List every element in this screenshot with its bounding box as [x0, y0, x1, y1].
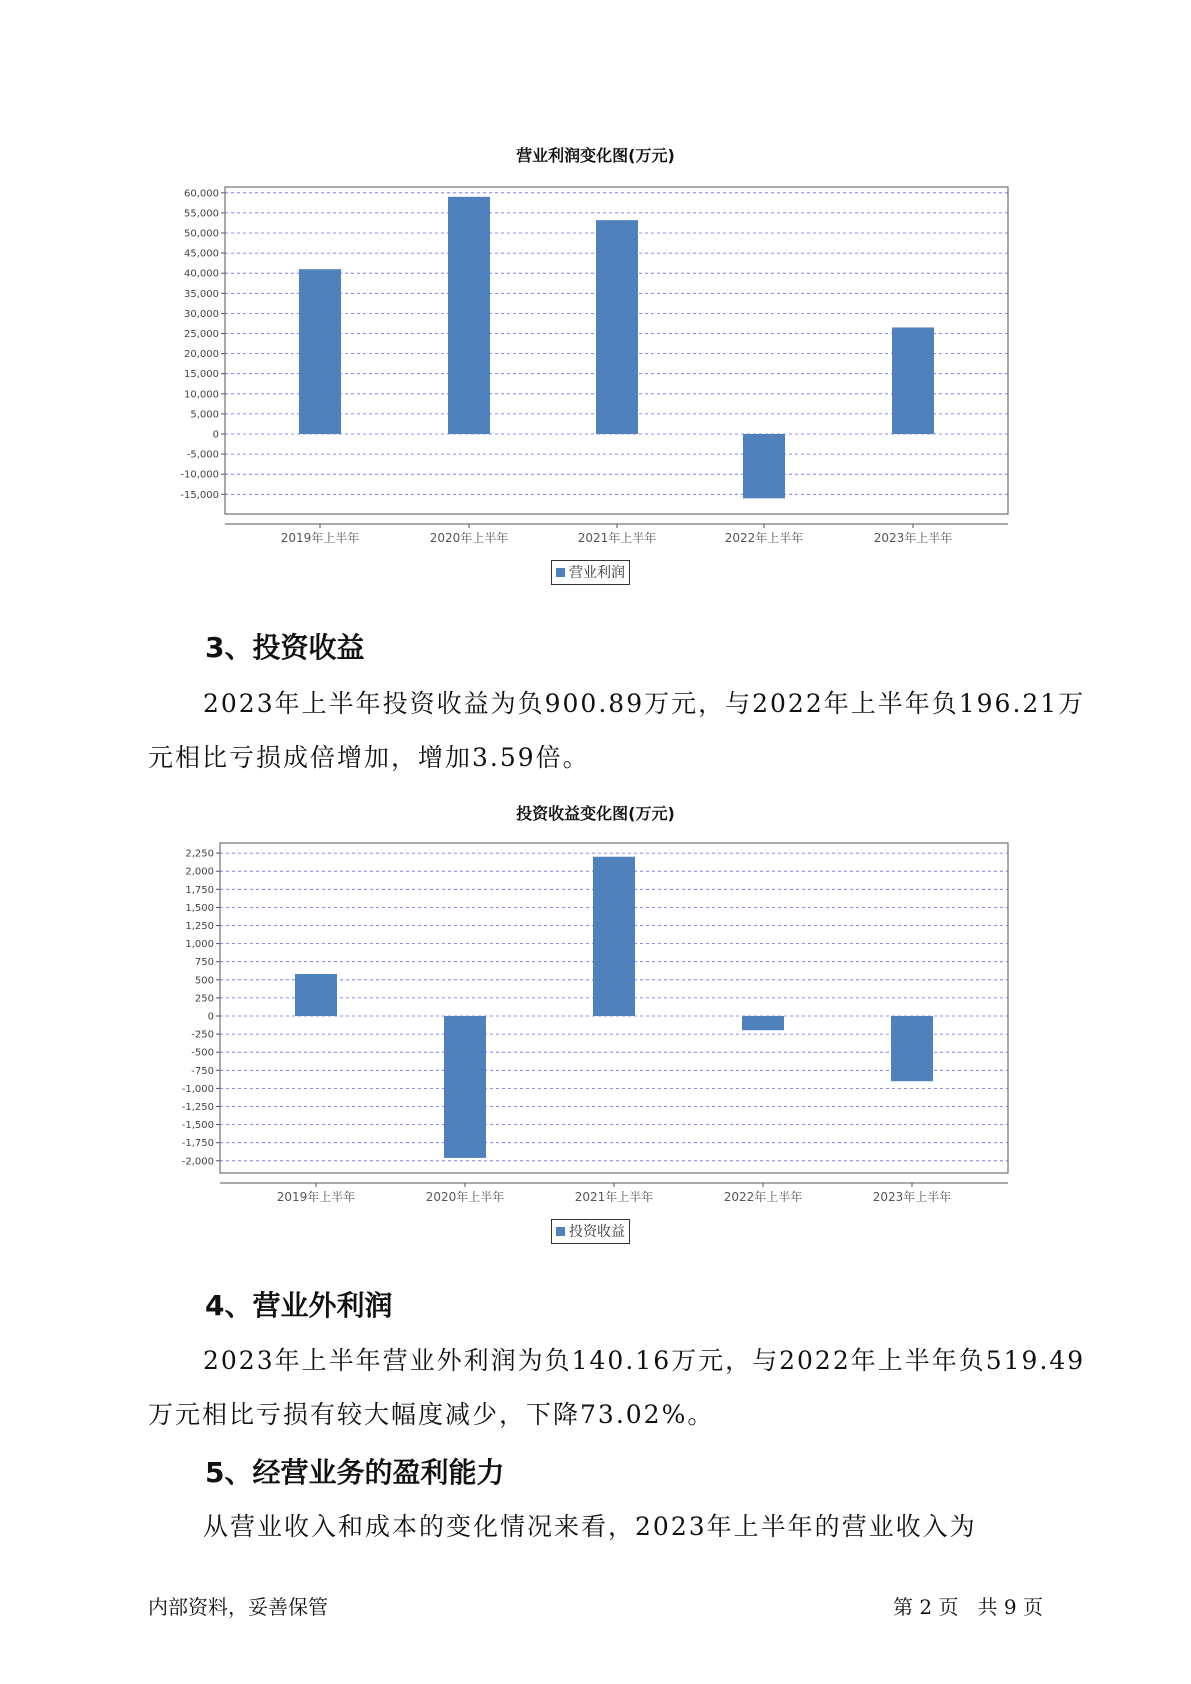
y-tick-label: 1,250 [185, 921, 214, 932]
y-tick-label: 30,000 [184, 308, 219, 320]
y-tick-label: 15,000 [184, 369, 219, 381]
legend-label: 营业利润 [569, 565, 625, 581]
y-tick-label: -750 [191, 1065, 214, 1077]
x-tick-label: 2020年上半年 [425, 1190, 505, 1204]
bar [295, 974, 337, 1016]
y-tick-label: 40,000 [184, 268, 219, 280]
x-tick-label: 2021年上半年 [574, 1190, 654, 1204]
y-tick-label: 60,000 [184, 188, 219, 200]
y-tick-label: 50,000 [184, 228, 219, 240]
legend-swatch [556, 1227, 565, 1236]
x-tick-label: 2019年上半年 [276, 1190, 356, 1204]
x-tick-label: 2023年上半年 [872, 1190, 952, 1204]
y-tick-label: -10,000 [180, 469, 219, 481]
chart-title: 投资收益变化图(万元) [516, 804, 675, 823]
y-tick-label: 750 [194, 957, 214, 969]
paragraph [148, 1334, 1086, 1442]
y-tick-label: 10,000 [184, 389, 219, 401]
x-tick-label: 2022年上半年 [723, 1190, 803, 1204]
paragraph-line: 元相比亏损成倍增加，增加3.59倍。 [148, 743, 590, 772]
bar [742, 1016, 784, 1030]
paragraph-line: 2023年上半年营业外利润为负140.16万元，与2022年上半年负519.49 [203, 1346, 1086, 1375]
y-tick-label: -250 [191, 1029, 214, 1041]
y-tick-label: -1,750 [181, 1138, 214, 1150]
x-tick-label: 2020年上半年 [429, 531, 509, 545]
bar [593, 857, 635, 1016]
x-tick-label: 2021年上半年 [577, 531, 657, 545]
legend-label: 投资收益 [569, 1224, 625, 1240]
chart-title: 营业利润变化图(万元) [516, 146, 675, 165]
y-tick-label: 25,000 [184, 329, 219, 340]
paragraph [148, 1500, 1048, 1554]
chart-legend [551, 1219, 630, 1244]
y-tick-label: 5,000 [190, 409, 219, 421]
y-tick-label: 2,250 [185, 848, 214, 860]
page-number: 第 2 页 共 9 页 [893, 1595, 1043, 1619]
y-tick-label: -1,000 [181, 1083, 214, 1095]
x-tick-label: 2023年上半年 [873, 531, 953, 545]
section-heading: 3、投资收益 [205, 631, 365, 664]
y-tick-label: 20,000 [184, 349, 219, 361]
y-tick-label: 1,500 [185, 902, 214, 914]
y-tick-label: 500 [194, 975, 214, 987]
y-tick-label: -500 [191, 1047, 214, 1059]
y-tick-label: -1,250 [181, 1102, 214, 1113]
y-tick-label: -5,000 [186, 449, 219, 461]
bar [444, 1016, 486, 1158]
y-tick-label: 1,000 [185, 939, 214, 951]
section-heading: 5、经营业务的盈利能力 [205, 1456, 505, 1489]
y-tick-label: 2,000 [185, 866, 214, 878]
y-tick-label: 0 [212, 429, 219, 441]
paragraph-line: 从营业收入和成本的变化情况来看，2023年上半年的营业收入为 [203, 1512, 977, 1541]
y-tick-label: 0 [207, 1011, 214, 1023]
paragraph-line: 万元相比亏损有较大幅度减少，下降73.02%。 [148, 1400, 715, 1429]
paragraph-line: 2023年上半年投资收益为负900.89万元，与2022年上半年负196.21万 [203, 689, 1086, 718]
bar [891, 1016, 933, 1081]
y-tick-label: 45,000 [184, 248, 219, 260]
x-tick-label: 2022年上半年 [724, 531, 804, 545]
y-tick-label: 35,000 [184, 288, 219, 300]
y-tick-label: -15,000 [180, 489, 219, 501]
y-tick-label: 55,000 [184, 208, 219, 220]
y-tick-label: 250 [194, 993, 214, 1005]
x-tick-label: 2019年上半年 [280, 531, 360, 545]
y-tick-label: -2,000 [181, 1156, 214, 1168]
y-tick-label: 1,750 [185, 884, 214, 896]
footer-note: 内部资料，妥善保管 [148, 1595, 328, 1619]
section-heading: 4、营业外利润 [205, 1289, 393, 1322]
y-tick-label: -1,500 [181, 1120, 214, 1132]
